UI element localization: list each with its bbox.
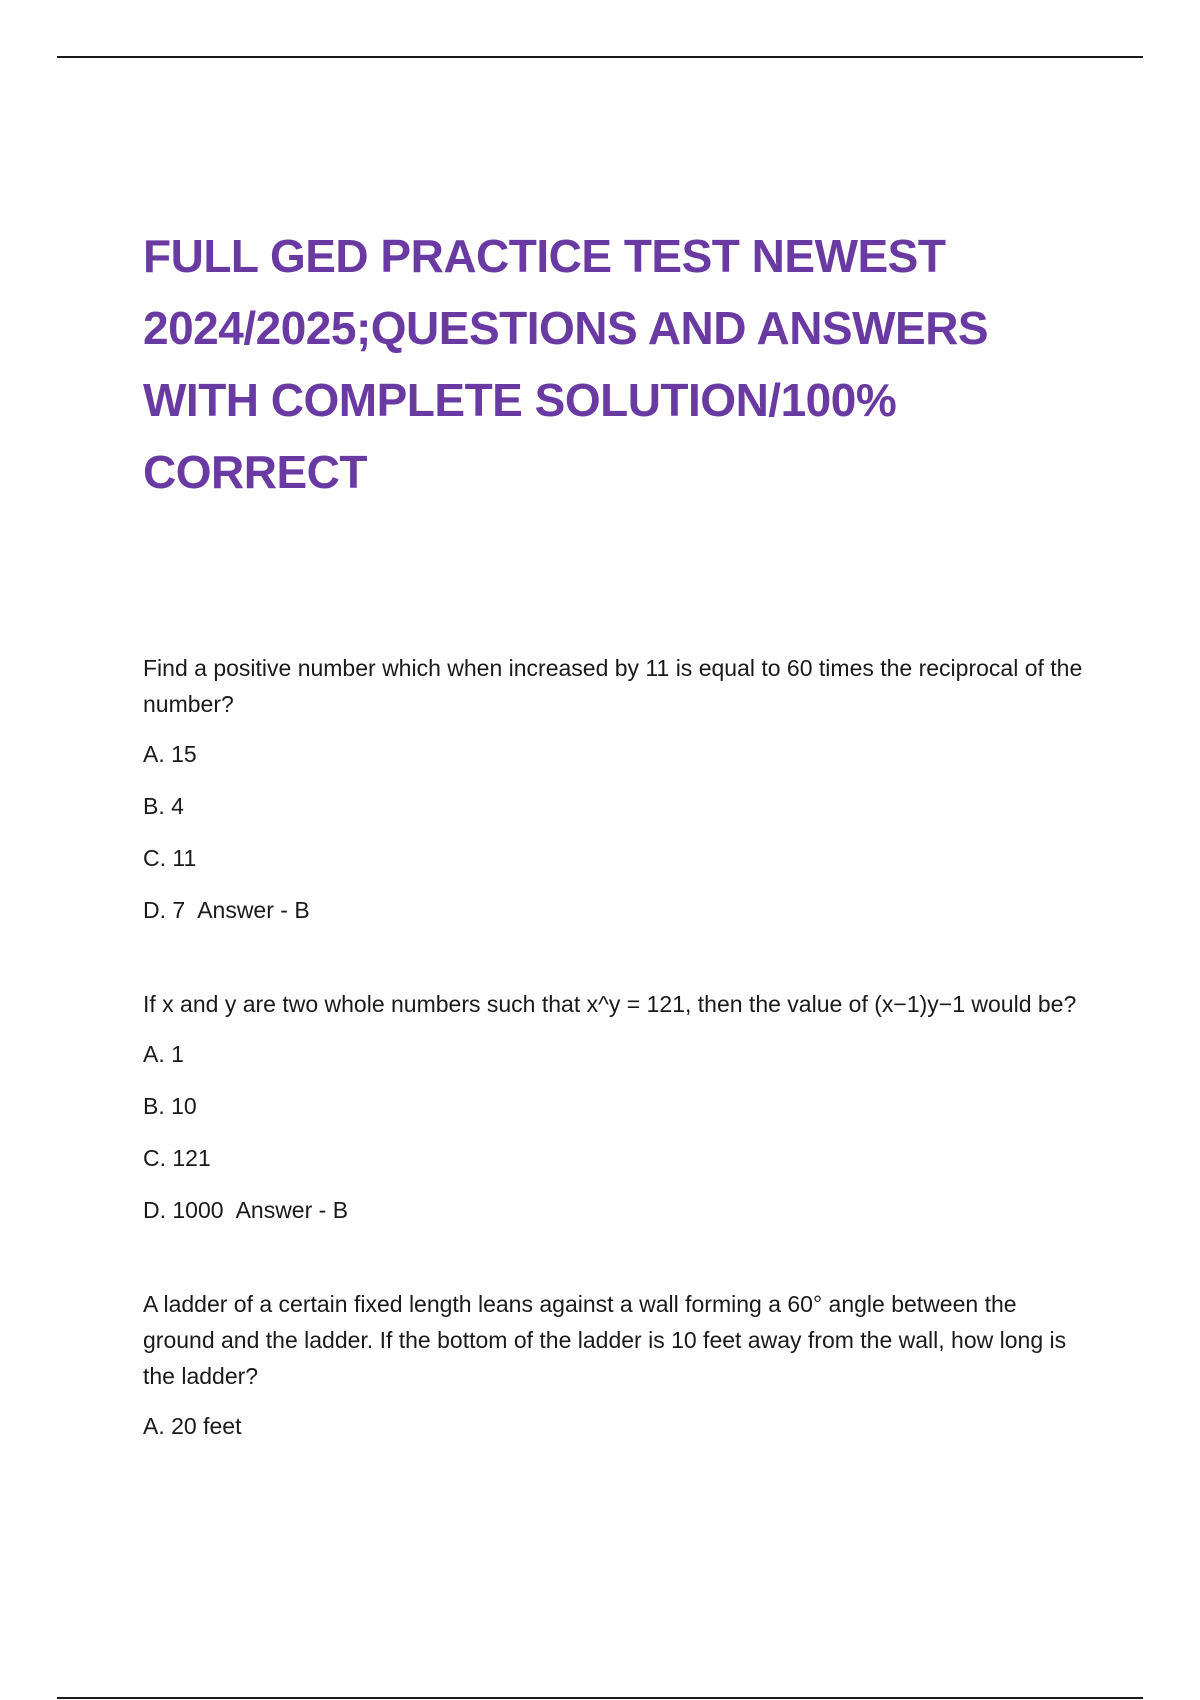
- option-b: B. 4: [143, 793, 184, 819]
- option-d: D. 1000: [143, 1197, 224, 1223]
- question-2: [143, 986, 1093, 1230]
- document-title: FULL GED PRACTICE TEST NEWEST 2024/2025;QUESTIONS AND ANSWERS WITH COMPLETE SOLUTION/100% CORRECT: [143, 230, 989, 498]
- question-text: A ladder of a certain fixed length leans against a wall forming a 60° angle between the ground and the ladder. If the bottom of the ladder is 10 feet away from the wall, how long is the ladder?: [143, 1291, 1067, 1389]
- option-d-line: [143, 1190, 1093, 1230]
- option-a: A. 15: [143, 741, 197, 767]
- answer-label: Answer - B: [235, 1197, 349, 1223]
- option-d: D. 7: [143, 897, 186, 923]
- answer-label: Answer - B: [197, 897, 310, 923]
- question-text: Find a positive number which when increased by 11 is equal to 60 times the reciprocal of the number?: [143, 655, 1083, 717]
- option-a: A. 1: [143, 1041, 184, 1067]
- option-a: A. 20 feet: [143, 1413, 242, 1439]
- question-text: If x and y are two whole numbers such that x^y = 121, then the value of (x−1)y−1 would be?: [143, 991, 1077, 1017]
- question-1: [143, 650, 1093, 930]
- document-body: [143, 220, 1093, 1502]
- question-3: [143, 1286, 1093, 1446]
- top-rule: [57, 56, 1143, 58]
- option-b: B. 10: [143, 1093, 197, 1119]
- bottom-rule: [57, 1697, 1143, 1699]
- question-list: [143, 650, 1093, 1446]
- option-c: C. 121: [143, 1145, 211, 1171]
- option-c: C. 11: [143, 845, 197, 871]
- option-d-line: [143, 890, 1093, 930]
